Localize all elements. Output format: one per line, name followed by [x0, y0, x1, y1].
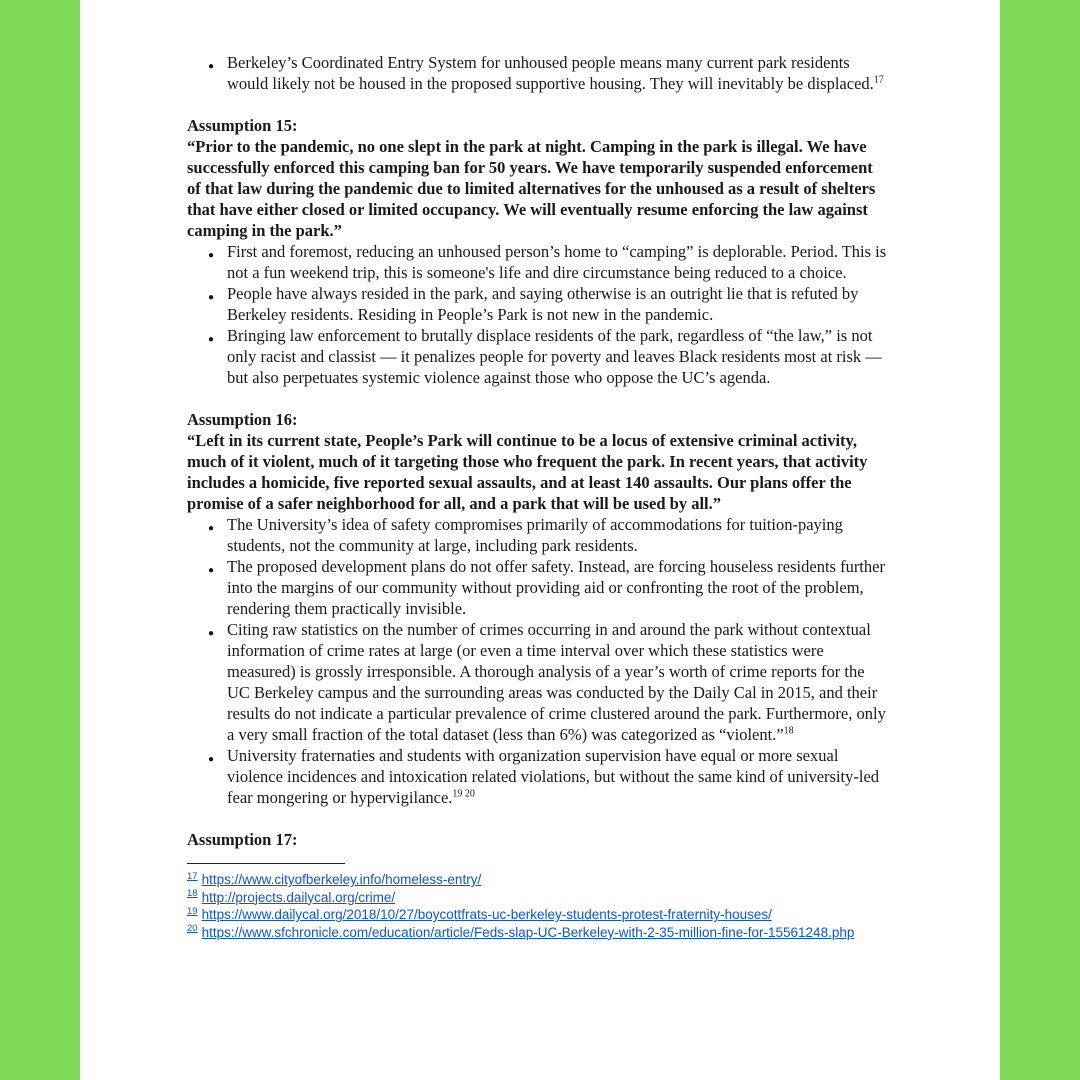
list-item: [187, 325, 887, 388]
list-item: [187, 514, 887, 556]
footnote-line: [187, 924, 887, 942]
footnote-link-20[interactable]: https://www.sfchronicle.com/education/article/Feds-slap-UC-Berkeley-with-2-35-million-fine-for-15561248.php: [201, 924, 855, 940]
bullet-text: The proposed development plans do not offer safety. Instead, are forcing houseless residents further into the margins of our community without providing aid or confronting the root of the problem, rendering them practically invisible.: [227, 557, 885, 618]
footnote-line: [187, 871, 887, 889]
bullet-text: First and foremost, reducing an unhoused person’s home to “camping” is deplorable. Period. This is not a fun weekend trip, this is someone's life and dire circumstance being reduced to a choice.: [227, 242, 887, 282]
footnote-ref-19-20: 19 20: [452, 788, 475, 800]
intro-bullet-list: [187, 52, 887, 94]
footnote-link-18[interactable]: http://projects.dailycal.org/crime/: [201, 889, 396, 905]
list-item: [187, 241, 887, 283]
assumption-17-heading: Assumption 17:: [187, 830, 298, 849]
right-green-border: [1000, 0, 1080, 1080]
assumption-15-bullet-list: [187, 241, 887, 388]
assumption-16-bullet-list: [187, 514, 887, 808]
footnote-line: [187, 889, 887, 907]
footnote-number-17: 17: [187, 870, 198, 882]
list-item: [187, 619, 887, 745]
footnote-link-17[interactable]: https://www.cityofberkeley.info/homeless-entry/: [201, 872, 482, 887]
left-green-border: [0, 0, 80, 1080]
list-item: [187, 745, 887, 808]
footnote-link-19[interactable]: https://www.dailycal.org/2018/10/27/boycottfrats-uc-berkeley-students-protest-fraternity-houses/: [201, 907, 772, 922]
footnote-separator: [187, 863, 345, 864]
bullet-text: The University’s idea of safety compromises primarily of accommodations for tuition-paying students, not the community at large, including park residents.: [227, 515, 843, 555]
list-item: [187, 556, 887, 619]
footnote-number-18: 18: [187, 888, 198, 899]
assumption-16-quote: “Left in its current state, People’s Park will continue to be a locus of extensive criminal activity, much of it violent, much of it targeting those who frequent the park. In recent years, that activity includes a homicide, five reported sexual assaults, and at least 140 assaults. Our plans offer the promise of a safer neighborhood for all, and a park that will be used by all.”: [187, 431, 868, 513]
assumption-15-heading: Assumption 15:: [187, 116, 298, 135]
bullet-text: Berkeley’s Coordinated Entry System for unhoused people means many current park residents would likely not be housed in the proposed supportive housing. They will inevitably be displaced.: [227, 53, 874, 93]
footnote-area: [187, 863, 887, 941]
assumption-16-heading: Assumption 16:: [187, 410, 298, 429]
footnote-ref-17: 17: [873, 74, 884, 86]
footnote-line: [187, 906, 887, 924]
list-item: [187, 283, 887, 325]
footnote-number-20: 20: [187, 923, 198, 934]
bullet-text: University fraternaties and students with organization supervision have equal or more sexual violence incidences and intoxication related violations, but without the same kind of university-led fear mongering or hypervigilance.: [227, 746, 880, 807]
assumption-15-quote: “Prior to the pandemic, no one slept in the park at night. Camping in the park is illegal. We have successfully enforced this camping ban for 50 years. We have temporarily suspended enforcement of that law during the pandemic due to limited alternatives for the unhoused as a result of shelters that have either closed or limited occupancy. We will eventually resume enforcing the law against camping in the park.”: [187, 137, 876, 240]
list-item: [187, 52, 887, 94]
footnote-ref-18: 18: [783, 725, 794, 737]
document-page: [80, 0, 1000, 1080]
bullet-text: Bringing law enforcement to brutally displace residents of the park, regardless of “the law,” is not only racist and classist — it penalizes people for poverty and leaves Black residents most at risk — but also perpetuates systemic violence against those who oppose the UC’s agenda.: [227, 326, 882, 387]
bullet-text: People have always resided in the park, and saying otherwise is an outright lie that is refuted by Berkeley residents. Residing in People’s Park is not new in the pandemic.: [227, 284, 859, 324]
bullet-text: Citing raw statistics on the number of crimes occurring in and around the park without contextual information of crime rates at large (or even a time interval over which these statistics were measured) is grossly irresponsible. A thorough analysis of a year’s worth of crime reports for the UC Berkeley campus and the surrounding areas was conducted by the Daily Cal in 2015, and their results do not indicate a particular prevalence of crime clustered around the park. Furthermore, only a very small fraction of the total dataset (less than 6%) was categorized as “violent.”: [227, 620, 886, 744]
footnote-list: [187, 871, 887, 941]
footnote-number-19: 19: [187, 905, 198, 917]
